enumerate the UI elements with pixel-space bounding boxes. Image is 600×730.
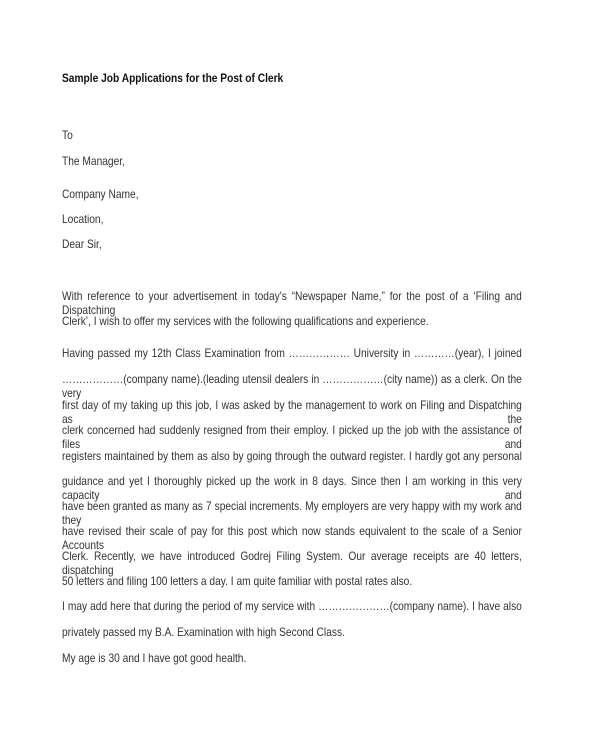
salutation: Dear Sir, (62, 237, 102, 251)
paragraph1-line: With reference to your advertisement in today's “Newspaper Name,” for the post of a ‘Filing and Dispatching (62, 289, 522, 317)
paragraph2-line: Having passed my 12th Class Examination from ……………… University in …………(year), I joined (62, 346, 522, 360)
document-title: Sample Job Applications for the Post of Clerk (62, 71, 284, 85)
paragraph2-line: ………………(company name).(leading utensil dealers in ………………(city name)) as a clerk. On the very (62, 372, 522, 400)
address-manager: The Manager, (62, 154, 125, 168)
address-to: To (62, 128, 73, 142)
paragraph2-line: clerk concerned had suddenly resigned from their employ. I picked up the job with the assistance of files and (62, 423, 522, 451)
paragraph2-line: 50 letters and filing 100 letters a day. I am quite familiar with postal rates also. (62, 574, 413, 588)
paragraph4-line: My age is 30 and I have got good health. (62, 651, 247, 665)
paragraph3-line: privately passed my B.A. Examination with high Second Class. (62, 625, 345, 639)
paragraph2-line: guidance and yet I thoroughly picked up the work in 8 days. Since then I am working in this very capacity and (62, 474, 522, 502)
paragraph2-line: first day of my taking up this job, I was asked by the management to work on Filing and Dispatching as the (62, 398, 522, 426)
paragraph2-line: have revised their scale of pay for this post which now stands equivalent to the scale of a Senior Accounts (62, 524, 522, 552)
address-location: Location, (62, 212, 104, 226)
paragraph1-line: Clerk’, I wish to offer my services with the following qualifications and experience. (62, 314, 429, 328)
paragraph3-line: I may add here that during the period of my service with …………………(company name). I have also (62, 599, 522, 613)
paragraph2-line: have been granted as many as 7 special increments. My employers are very happy with my work and they (62, 499, 522, 527)
paragraph2-line: registers maintained by them as also by going through the outward register. I hardly got any personal (62, 449, 522, 463)
address-company: Company Name, (62, 187, 139, 201)
paragraph2-line: Clerk. Recently, we have introduced Godrej Filing System. Our average receipts are 40 letters, dispatching (62, 549, 522, 577)
